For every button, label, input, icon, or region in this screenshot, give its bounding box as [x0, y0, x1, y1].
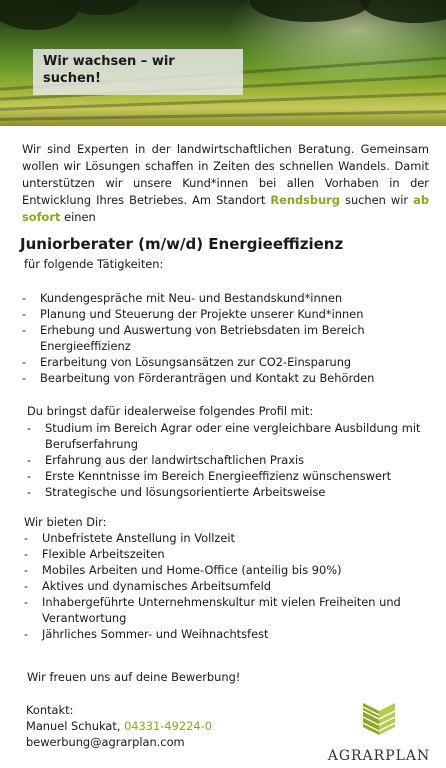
tasks-intro: für folgende Tätigkeiten:	[24, 257, 164, 271]
contact-block	[26, 702, 212, 750]
list-item	[27, 420, 427, 452]
contact-person	[26, 718, 212, 734]
list-item	[24, 594, 419, 626]
intro-text-end: einen	[60, 210, 96, 224]
list-item-text: Jährliches Sommer- und Weihnachtsfest	[42, 627, 269, 641]
profile-intro: Du bringst dafür idealerweise folgendes Profil mit:	[27, 404, 314, 418]
bullet: -	[27, 469, 32, 483]
list-item-text: Kundengespräche mit Neu- und Bestandskund*innen	[40, 291, 343, 305]
list-item	[24, 530, 419, 546]
list-item	[22, 370, 422, 386]
brand-name: AGRARPLAN	[327, 748, 431, 764]
bullet: -	[24, 595, 29, 609]
location-highlight: Rendsburg	[270, 193, 340, 207]
list-item	[24, 546, 419, 562]
field-row	[0, 110, 446, 122]
list-item	[22, 354, 422, 370]
list-item	[24, 562, 419, 578]
list-item	[24, 578, 419, 594]
tasks-list	[22, 290, 422, 386]
intro-paragraph	[22, 141, 429, 226]
email-link[interactable]: bewerbung@agrarplan.com	[26, 735, 185, 749]
bullet: -	[24, 547, 29, 561]
bullet: -	[24, 563, 29, 577]
list-item-text: Mobiles Arbeiten und Home-Office (anteilig bis 90%)	[42, 563, 342, 577]
bullet: -	[27, 485, 32, 499]
bullet: -	[22, 323, 27, 337]
contact-name: Manuel Schukat,	[26, 719, 125, 733]
list-item	[27, 468, 427, 484]
bullet: -	[27, 421, 32, 435]
list-item-text: Erarbeitung von Lösungsansätzen zur CO2-Einsparung	[40, 355, 352, 369]
list-item-text: Erste Kenntnisse im Bereich Energieeffizienz wünschenswert	[45, 469, 392, 483]
list-item	[27, 452, 427, 468]
profile-list	[27, 420, 427, 500]
closing-text: Wir freuen uns auf deine Bewerbung!	[27, 670, 241, 684]
bullet: -	[22, 307, 27, 321]
phone-link[interactable]: 04331-49224-0	[124, 719, 213, 733]
offer-intro: Wir bieten Dir:	[24, 515, 107, 529]
intro-text: Wir sind Experten in der landwirtschaftlichen Beratung. Gemeinsam wollen wir Lösungen schaffen in Zeiten des schnellen Wandels. Damit unterstützen wir unsere Kund*innen bei allen Vorhaben in der Entwicklung Ihres Betriebes. Am Standort	[22, 142, 429, 207]
hero-headline: Wir wachsen – wir suchen!	[43, 54, 175, 86]
list-item-text: Aktives und dynamisches Arbeitsumfeld	[42, 579, 272, 593]
list-item	[24, 626, 419, 642]
list-item-text: Flexible Arbeitszeiten	[42, 547, 165, 561]
list-item-text: Studium im Bereich Agrar oder eine vergleichbare Ausbildung mit Berufserfahrung	[45, 421, 421, 451]
list-item-text: Erhebung und Auswertung von Betriebsdaten im Bereich Energieeffizienz	[40, 323, 365, 353]
list-item-text: Unbefristete Anstellung in Vollzeit	[42, 531, 236, 545]
hero-headline-box	[33, 49, 243, 95]
bullet: -	[22, 371, 27, 385]
hero-image	[0, 0, 446, 126]
job-title: Juniorberater (m/w/d) Energieeffizienz	[20, 235, 344, 253]
bullet: -	[22, 355, 27, 369]
list-item-text: Inhabergeführte Unternehmenskultur mit vielen Freiheiten und Verantwortung	[42, 595, 401, 625]
list-item	[22, 290, 422, 306]
list-item	[22, 322, 422, 354]
list-item-text: Strategische und lösungsorientierte Arbeitsweise	[45, 485, 326, 499]
bullet: -	[24, 579, 29, 593]
bullet: -	[22, 291, 27, 305]
list-item-text: Bearbeitung von Förderanträgen und Kontakt zu Behörden	[40, 371, 375, 385]
list-item-text: Planung und Steuerung der Projekte unserer Kund*innen	[40, 307, 364, 321]
bullet: -	[24, 531, 29, 545]
list-item	[22, 306, 422, 322]
bullet: -	[27, 453, 32, 467]
bullet: -	[24, 627, 29, 641]
list-item	[27, 484, 427, 500]
contact-label: Kontakt:	[26, 703, 74, 717]
offer-list	[24, 530, 419, 642]
list-item-text: Erfahrung aus der landwirtschaftlichen Praxis	[45, 453, 305, 467]
intro-text-middle: suchen wir	[339, 193, 414, 207]
start-highlight: ab sofort	[22, 193, 429, 224]
